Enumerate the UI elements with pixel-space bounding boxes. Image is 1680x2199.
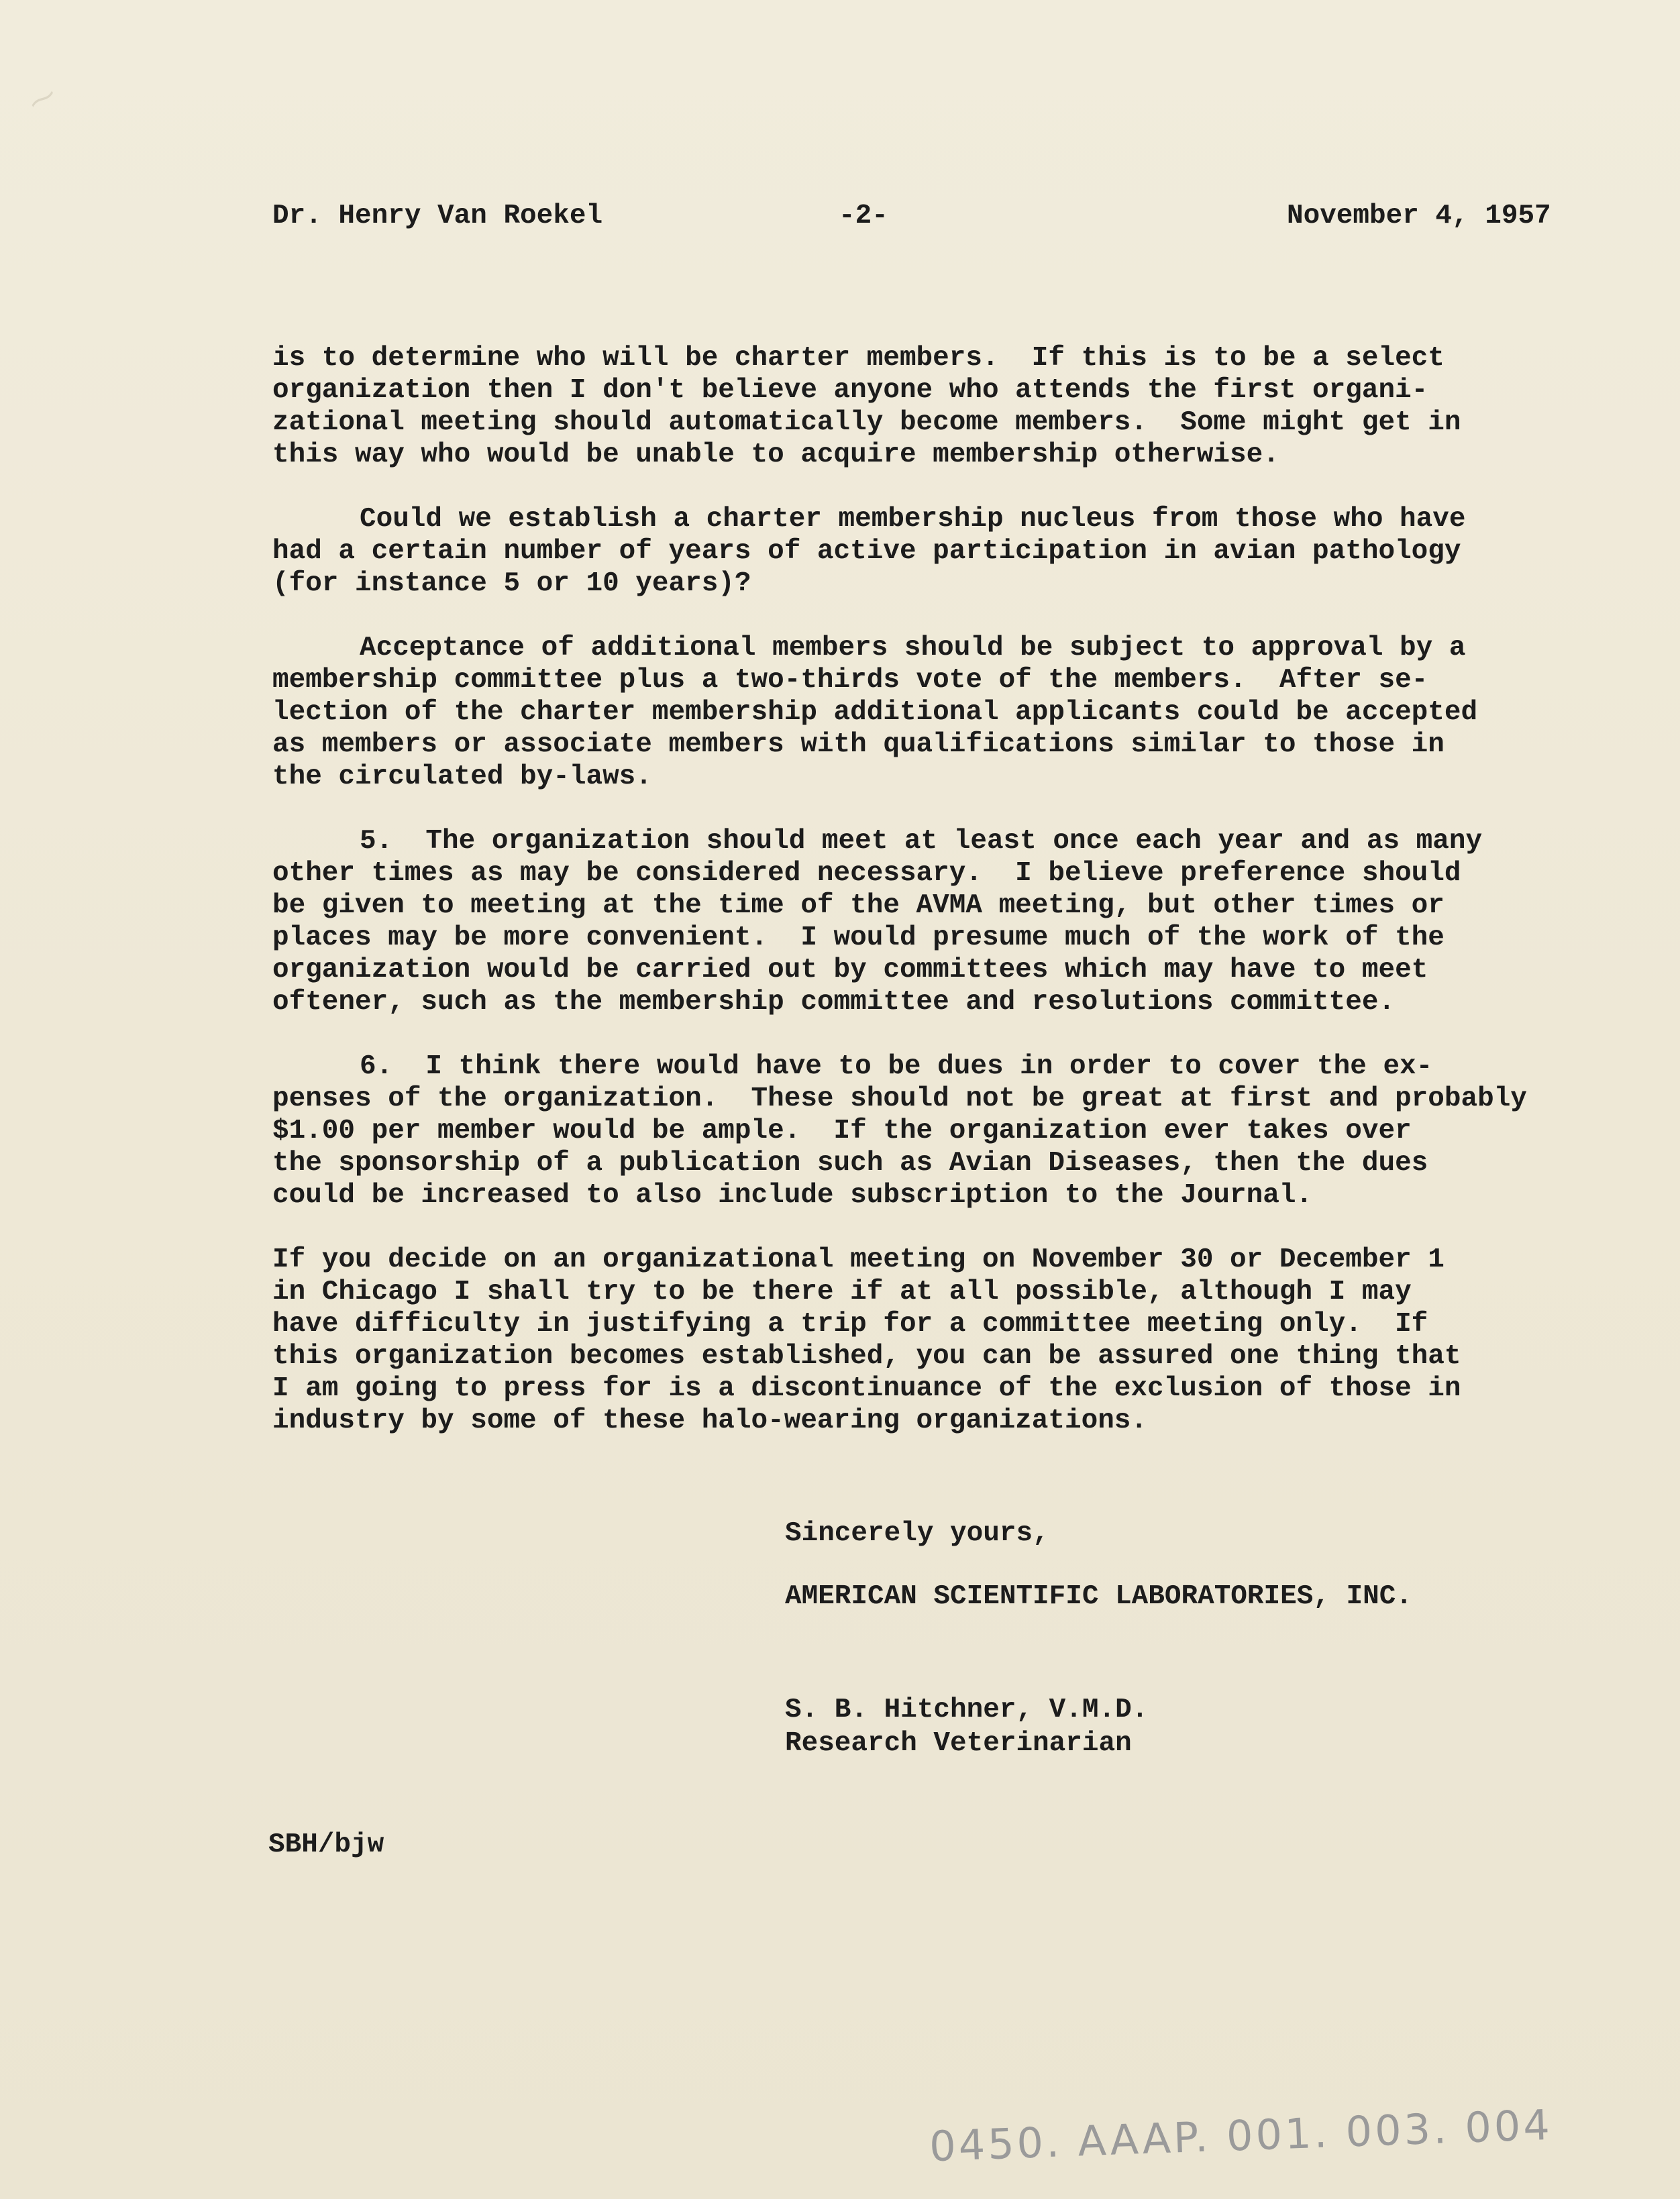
- archive-manuscript-number: 0450. AAAP. 001. 003. 004: [928, 2100, 1553, 2171]
- text-line: in Chicago I shall try to be there if at all possible, although I may: [272, 1277, 1412, 1307]
- text-line: Acceptance of additional members should be subject to approval by a: [360, 633, 1466, 663]
- text-line: the sponsorship of a publication such as Avian Diseases, then the dues: [272, 1148, 1428, 1179]
- paragraph: [272, 1244, 1581, 1437]
- text-line: oftener, such as the membership committee and resolutions committee.: [272, 987, 1396, 1018]
- text-line: lection of the charter membership additional applicants could be accepted: [272, 697, 1478, 728]
- paragraph: [272, 342, 1581, 471]
- corner-pencil-mark: ⁓: [23, 78, 62, 119]
- text-line: be given to meeting at the time of the AVMA meeting, but other times or: [272, 890, 1445, 921]
- text-line: industry by some of these halo-wearing organizations.: [272, 1405, 1148, 1436]
- text-line: this organization becomes established, you can be assured one thing that: [272, 1341, 1461, 1372]
- text-line: 5. The organization should meet at least once each year and as many: [360, 826, 1483, 857]
- letter-body: [272, 342, 1581, 1469]
- text-line: penses of the organization. These should not be great at first and probably: [272, 1083, 1527, 1114]
- text-line: could be increased to also include subscription to the Journal.: [272, 1180, 1313, 1211]
- text-line: other times as may be considered necessary. I believe preference should: [272, 858, 1461, 889]
- text-line: had a certain number of years of active participation in avian pathology: [272, 536, 1461, 567]
- closing-salutation: Sincerely yours,: [785, 1518, 1049, 1549]
- text-line: membership committee plus a two-thirds vote of the members. After se-: [272, 665, 1428, 696]
- signer-title: Research Veterinarian: [785, 1728, 1132, 1759]
- header-recipient: Dr. Henry Van Roekel: [272, 201, 603, 231]
- text-line: the circulated by-laws.: [272, 761, 652, 792]
- text-line: Could we establish a charter membership nucleus from those who have: [360, 504, 1466, 535]
- text-line: organization then I don't believe anyone who attends the first organi-: [272, 375, 1428, 406]
- text-line: is to determine who will be charter members. If this is to be a select: [272, 343, 1445, 374]
- text-line: (for instance 5 or 10 years)?: [272, 568, 751, 599]
- text-line: If you decide on an organizational meeting on November 30 or December 1: [272, 1244, 1445, 1275]
- header-date: November 4, 1957: [1287, 201, 1551, 231]
- paragraph: [272, 632, 1581, 793]
- paragraph: [272, 503, 1581, 600]
- paragraph: [272, 825, 1581, 1018]
- text-line: organization would be carried out by committees which may have to meet: [272, 955, 1428, 985]
- text-line: this way who would be unable to acquire membership otherwise.: [272, 439, 1279, 470]
- header-page-number: -2-: [839, 201, 888, 231]
- company-name: AMERICAN SCIENTIFIC LABORATORIES, INC.: [785, 1581, 1412, 1612]
- text-line: I am going to press for is a discontinuance of the exclusion of those in: [272, 1373, 1461, 1404]
- text-line: 6. I think there would have to be dues in order to cover the ex-: [360, 1051, 1433, 1082]
- text-line: zational meeting should automatically become members. Some might get in: [272, 407, 1461, 438]
- typist-initials: SBH/bjw: [268, 1829, 384, 1860]
- text-line: $1.00 per member would be ample. If the organization ever takes over: [272, 1116, 1412, 1146]
- text-line: places may be more convenient. I would presume much of the work of the: [272, 922, 1445, 953]
- text-line: as members or associate members with qualifications similar to those in: [272, 729, 1445, 760]
- text-line: have difficulty in justifying a trip for a committee meeting only. If: [272, 1309, 1428, 1340]
- paragraph: [272, 1051, 1581, 1212]
- signer-name: S. B. Hitchner, V.M.D.: [785, 1695, 1149, 1725]
